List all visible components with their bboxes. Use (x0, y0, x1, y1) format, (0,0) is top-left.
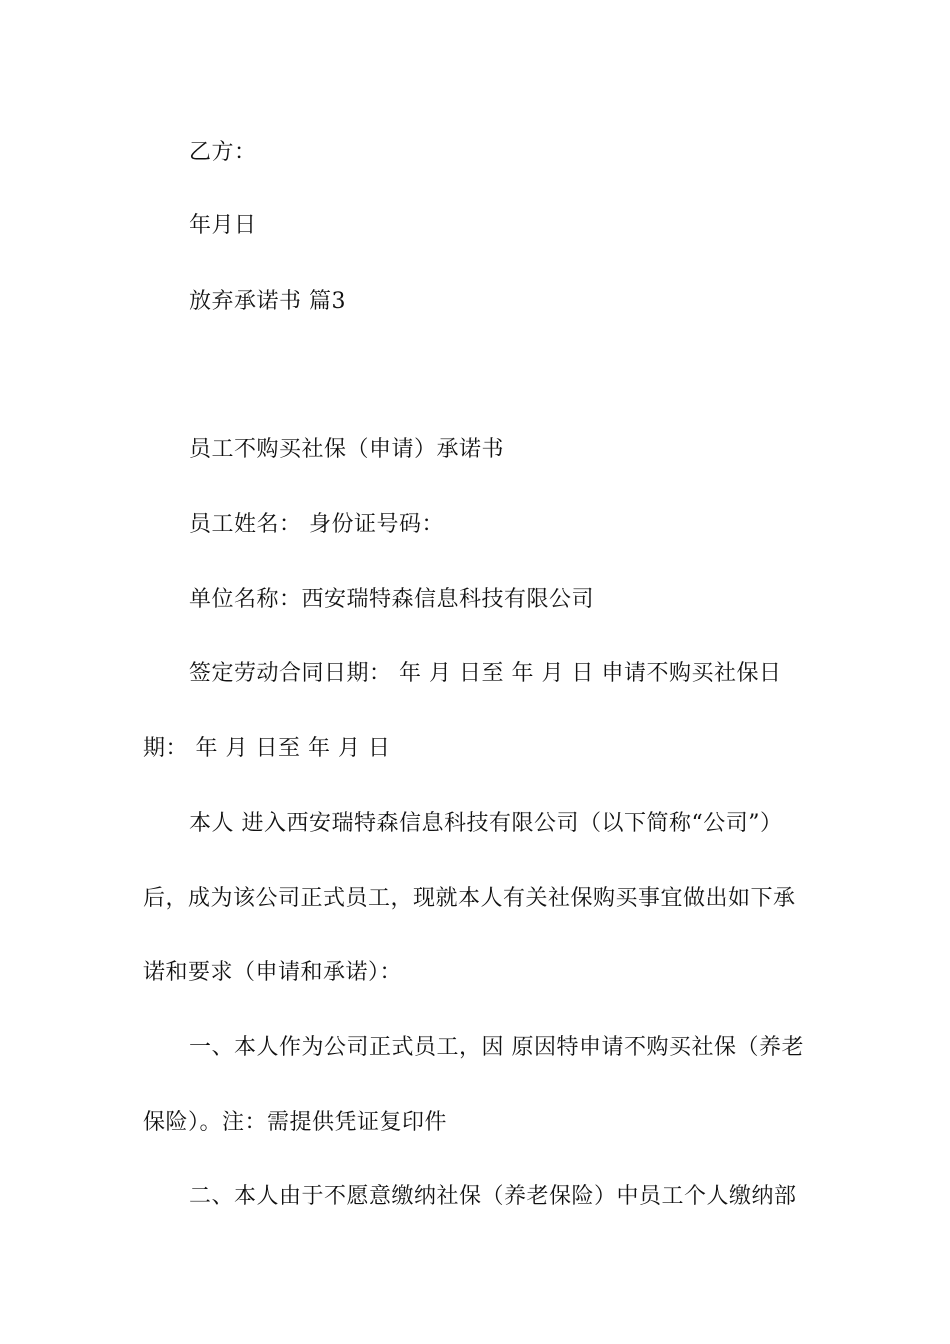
section-heading: 放弃承诺书 篇3 (189, 289, 346, 314)
date-line: 年月日 (189, 213, 257, 238)
clause-one-line-cont: 保险）。注：需提供凭证复印件 (143, 1110, 448, 1135)
paragraph-line: 诺和要求（申请和承诺）： (143, 960, 403, 985)
paragraph-line: 后，成为该公司正式员工，现就本人有关社保购买事宜做出如下承 (143, 886, 796, 911)
company-name-line: 单位名称：西安瑞特森信息科技有限公司 (189, 587, 595, 612)
employee-name-line: 员工姓名： 身份证号码： (189, 512, 444, 537)
paragraph-line: 本人 进入西安瑞特森信息科技有限公司（以下简称“公司”） (189, 811, 783, 836)
document-title: 员工不购买社保（申请）承诺书 (189, 437, 505, 462)
party-b-label: 乙方： (189, 140, 257, 165)
clause-one-line: 一、本人作为公司正式员工，因 原因特申请不购买社保（养老 (189, 1035, 804, 1060)
contract-date-line-cont: 期： 年 月 日至 年 月 日 (143, 736, 391, 761)
contract-date-line: 签定劳动合同日期： 年 月 日至 年 月 日 申请不购买社保日 (189, 661, 782, 686)
clause-two-line: 二、本人由于不愿意缴纳社保（养老保险）中员工个人缴纳部 (189, 1184, 797, 1209)
